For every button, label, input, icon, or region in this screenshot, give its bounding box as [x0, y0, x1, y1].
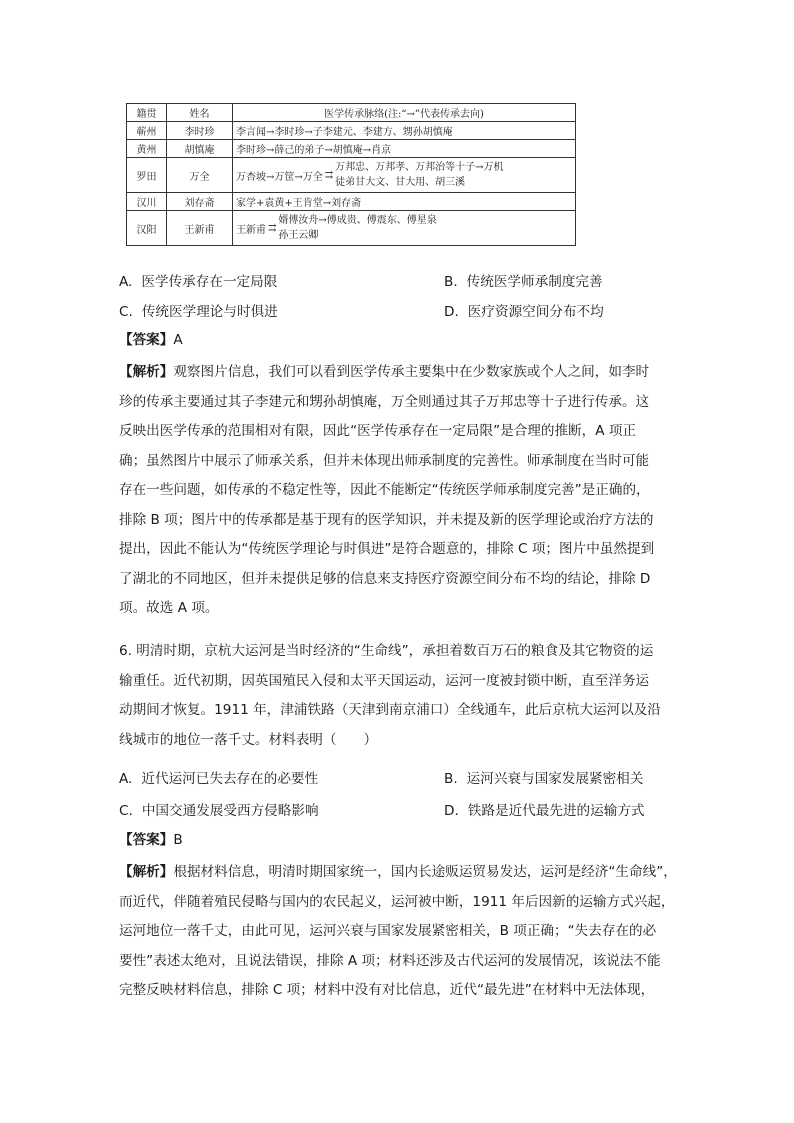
cell-place: 汉川 — [127, 193, 167, 211]
lineage-branch-1: 万邦忠、万邦孝、万邦治等十子→万机 — [335, 162, 504, 173]
header-lineage: 医学传承脉络(注:“→”代表传承去向) — [233, 104, 576, 122]
q5-option-d[interactable] — [444, 300, 604, 320]
option-text: 运河兴衰与国家发展紧密相关 — [466, 771, 644, 787]
answer-value: B — [173, 832, 183, 848]
answer-value: A — [173, 332, 183, 348]
stem-line: 6. 明清时期，京杭大运河是当时经济的“生命线”，承担着数百万石的粮食及其它物资的运 — [119, 643, 654, 659]
table-row — [127, 122, 576, 140]
lineage-branches — [335, 160, 503, 190]
option-text: 中国交通发展受西方侵略影响 — [141, 803, 319, 819]
q6-option-d[interactable] — [444, 799, 645, 819]
q5-option-a[interactable] — [119, 270, 277, 290]
option-key: B. — [444, 771, 458, 787]
q6-option-b[interactable] — [444, 767, 643, 787]
answer-label: 【答案】 — [119, 332, 174, 348]
lineage-table-image — [126, 103, 576, 246]
cell-lineage: 李时珍→薛己的弟子→胡慎庵→肖京 — [233, 140, 576, 158]
lineage-table — [126, 103, 576, 246]
lineage-prefix: 王新甫 — [236, 224, 266, 236]
analysis-label: 【解析】 — [119, 864, 174, 880]
cell-place: 蕲州 — [127, 122, 167, 140]
analysis-text: 观察图片信息，我们可以看到医学传承主要集中在少数家族或个人之间，如李时 — [173, 364, 650, 380]
analysis-line: 排除 B 项；图片中的传承都是基于现有的医学知识，并未提及新的医学理论或治疗方法的 — [119, 511, 654, 528]
lineage-branch-1: 婿傅汝舟→傅成贵、傅震东、傅星泉 — [278, 215, 437, 226]
stem-line: 动期间才恢复。1911 年，津浦铁路（天津到南京浦口）全线通车，此后京杭大运河以及沿 — [119, 702, 661, 718]
stem-line: 输重任。近代初期，因英国殖民入侵和太平天国运动，运河一度被封锁中断，直至洋务运 — [119, 672, 650, 689]
option-key: C. — [119, 803, 133, 819]
cell-name: 刘存斋 — [167, 193, 233, 211]
table-row — [127, 158, 576, 193]
lineage-branch-2: 孙王云卿 — [278, 230, 319, 241]
analysis-text: 根据材料信息，明清时期国家统一，国内长途贩运贸易发达，运河是经济“生命线”， — [173, 864, 677, 880]
stem-line: 线城市的地位一落千丈。材料表明（ ） — [119, 731, 378, 748]
analysis-line: 要性”表述太绝对，且说法错误，排除 A 项；材料还涉及古代运河的发展情况，该说法不能 — [119, 952, 661, 969]
option-text: 传统医学师承制度完善 — [466, 274, 603, 290]
header-place: 籍贯 — [127, 104, 167, 122]
analysis-line: 提出，因此不能认为“传统医学理论与时俱进”是符合题意的，排除 C 项；图片中虽然提到 — [119, 541, 655, 557]
analysis-line — [119, 358, 679, 388]
analysis-line — [119, 858, 679, 888]
lineage-prefix: 万杏坡→万筐→万全 — [236, 171, 323, 183]
option-key: D. — [444, 304, 459, 320]
lineage-branches — [278, 213, 436, 243]
cell-name: 王新甫 — [167, 211, 233, 246]
cell-lineage: 家学+袁黄+王肯堂→刘存斋 — [233, 193, 576, 211]
q6-option-c[interactable] — [119, 799, 319, 819]
table-row — [127, 211, 576, 246]
analysis-label: 【解析】 — [119, 364, 174, 380]
analysis-line: 存在一些问题，如传承的不稳定性等，因此不能断定“传统医学师承制度完善”是正确的， — [119, 482, 650, 498]
option-text: 近代运河已失去存在的必要性 — [141, 771, 319, 787]
cell-name: 万全 — [167, 158, 233, 193]
answer-label: 【答案】 — [119, 832, 174, 848]
analysis-line: 珍的传承主要通过其子李建元和甥孙胡慎庵，万全则通过其子万邦忠等十子进行传承。这 — [119, 393, 650, 410]
q5-analysis — [119, 358, 679, 624]
option-key: A. — [119, 274, 133, 290]
q5-option-c[interactable] — [119, 300, 278, 320]
cell-place: 罗田 — [127, 158, 167, 193]
cell-name: 李时珍 — [167, 122, 233, 140]
q6-analysis — [119, 858, 679, 1006]
cell-lineage — [233, 158, 576, 193]
lineage-branch — [236, 213, 572, 243]
analysis-line: 反映出医学传承的范围相对有限，因此“医学传承存在一定局限”是合理的推断，A 项正 — [119, 423, 637, 439]
lineage-branch — [236, 160, 572, 190]
analysis-line: 项。故选 A 项。 — [119, 600, 219, 616]
option-key: C. — [119, 304, 133, 320]
option-text: 医疗资源空间分布不均 — [467, 304, 604, 320]
option-text: 铁路是近代最先进的运输方式 — [467, 803, 645, 819]
q5-option-b[interactable] — [444, 270, 603, 290]
lineage-branch-2: 徒弟甘大文、甘大用、胡三溪 — [335, 177, 466, 188]
table-row — [127, 193, 576, 211]
cell-lineage: 李言闻→李时珍→子李建元、李建方、甥孙胡慎庵 — [233, 122, 576, 140]
q6-stem — [119, 637, 679, 755]
analysis-line: 确；虽然图片中展示了师承关系，但并未体现出师承制度的完善性。师承制度在当时可能 — [119, 452, 650, 469]
option-key: A. — [119, 771, 133, 787]
option-key: D. — [444, 803, 459, 819]
q6-answer — [119, 826, 679, 856]
cell-name: 胡慎庵 — [167, 140, 233, 158]
analysis-line: 而近代，伴随着殖民侵略与国内的农民起义，运河被中断，1911 年后因新的运输方式兴起， — [119, 893, 675, 910]
option-text: 医学传承存在一定局限 — [141, 274, 278, 290]
header-name: 姓名 — [167, 104, 233, 122]
fork-arrow-icon: ⇉ — [268, 222, 277, 234]
option-key: B. — [444, 274, 458, 290]
q5-answer — [119, 326, 679, 356]
analysis-line: 运河地位一落千丈，由此可见，运河兴衰与国家发展紧密相关，B 项正确；“失去存在的必 — [119, 923, 657, 939]
cell-lineage — [233, 211, 576, 246]
analysis-line: 了湖北的不同地区，但并未提供足够的信息来支持医疗资源空间分布不均的结论，排除 D — [119, 570, 651, 587]
table-row — [127, 140, 576, 158]
option-text: 传统医学理论与时俱进 — [141, 304, 278, 320]
analysis-line: 完整反映材料信息，排除 C 项；材料中没有对比信息，近代“最先进”在材料中无法体现， — [119, 982, 655, 998]
cell-place: 汉阳 — [127, 211, 167, 246]
table-header-row — [127, 104, 576, 122]
fork-arrow-icon: ⇉ — [324, 169, 334, 181]
q6-option-a[interactable] — [119, 767, 318, 787]
cell-place: 黄州 — [127, 140, 167, 158]
